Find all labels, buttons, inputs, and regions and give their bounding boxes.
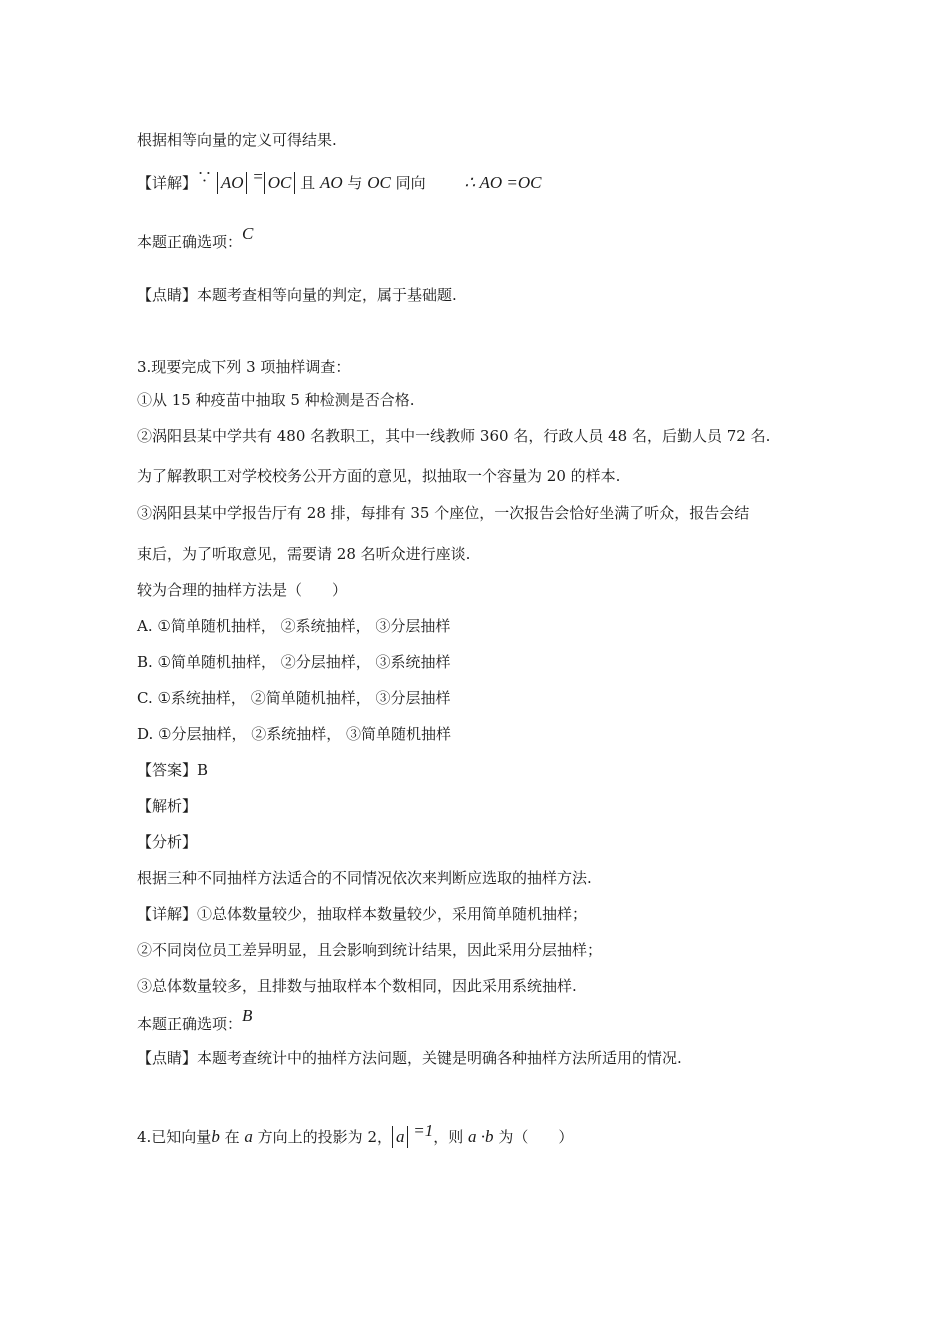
q4-part-a: 4.已知向量	[137, 1128, 212, 1146]
question-3-item-3-cont: 束后，为了听取意见，需要请 28 名听众进行座谈.	[137, 545, 471, 563]
abs-oc: OC	[264, 172, 296, 194]
vector-ao: AO	[319, 173, 343, 192]
option-a: A. ①简单随机抽样， ②系统抽样， ③分层抽样	[137, 617, 451, 635]
q4-part-h: 为（ ）	[498, 1128, 574, 1146]
breakdown-header: 【分析】	[137, 833, 198, 851]
question-4-stem	[137, 1121, 574, 1148]
with-text: 与	[347, 174, 363, 192]
correct-option-line-1	[137, 224, 254, 252]
question-3-item-2-cont: 为了解教职工对学校校务公开方面的意见，拟抽取一个容量为 20 的样本.	[137, 467, 621, 485]
option-b: B. ①简单随机抽样， ②分层抽样， ③系统抽样	[137, 653, 451, 671]
remark-line-1: 【点睛】本题考查相等向量的判定，属于基础题.	[137, 286, 457, 304]
answer-line: 【答案】B	[137, 761, 209, 779]
correct-option-answer: C	[242, 224, 254, 243]
detail-line-1: 【详解】①总体数量较少，抽取样本数量较少，采用简单随机抽样；	[137, 905, 588, 923]
detail-line-2: ②不同岗位员工差异明显，且会影响到统计结果，因此采用分层抽样；	[137, 941, 603, 959]
same-direction-text: 同向	[395, 174, 426, 192]
question-3-stem: 3.现要完成下列 3 项抽样调查：	[137, 358, 351, 376]
question-3-item-3: ③涡阳县某中学报告厅有 28 排，每排有 35 个座位，一次报告会恰好坐满了听众，报告会结	[137, 504, 750, 522]
abs-ao: AO	[217, 172, 248, 194]
dot-product: a ·b	[468, 1127, 494, 1146]
conclusion: ∴ AO =OC	[464, 173, 542, 192]
detail-label: 【详解】	[137, 174, 198, 192]
vector-b: b	[211, 1127, 220, 1146]
abs-a: a	[392, 1126, 409, 1148]
solution-line-1: 根据相等向量的定义可得结果.	[137, 131, 337, 149]
detail-line-3: ③总体数量较多，且排数与抽取样本个数相同，因此采用系统抽样.	[137, 977, 577, 995]
question-3-item-1: ①从 15 种疫苗中抽取 5 种检测是否合格.	[137, 391, 415, 409]
correct-option-label: 本题正确选项：	[137, 1015, 243, 1033]
vector-a: a	[244, 1127, 253, 1146]
option-c: C. ①系统抽样， ②简单随机抽样， ③分层抽样	[137, 689, 451, 707]
q4-part-e: 方向上的投影为 2，	[257, 1128, 392, 1146]
correct-option-label: 本题正确选项：	[137, 233, 243, 251]
remark-line-2: 【点睛】本题考查统计中的抽样方法问题，关键是明确各种抽样方法所适用的情况.	[137, 1049, 682, 1067]
equals: =	[252, 167, 264, 186]
q4-part-c: 在	[224, 1128, 240, 1146]
breakdown-text: 根据三种不同抽样方法适合的不同情况依次来判断应选取的抽样方法.	[137, 869, 592, 887]
correct-option-answer: B	[242, 1006, 253, 1025]
vector-oc: OC	[367, 173, 391, 192]
question-3-ask: 较为合理的抽样方法是（ ）	[137, 581, 348, 599]
q4-eq: =1	[413, 1121, 434, 1140]
option-d: D. ①分层抽样， ②系统抽样， ③简单随机抽样	[137, 725, 452, 743]
correct-option-line-2	[137, 1006, 253, 1034]
q4-part-f: ，则	[433, 1128, 464, 1146]
analysis-header: 【解析】	[137, 797, 198, 815]
because-symbol: ∵	[197, 168, 213, 186]
solution-detail-line	[137, 167, 542, 194]
and-text: 且	[300, 174, 316, 192]
question-3-item-2: ②涡阳县某中学共有 480 名教职工，其中一线教师 360 名，行政人员 48 名，后勤人员 72 名.	[137, 427, 771, 445]
